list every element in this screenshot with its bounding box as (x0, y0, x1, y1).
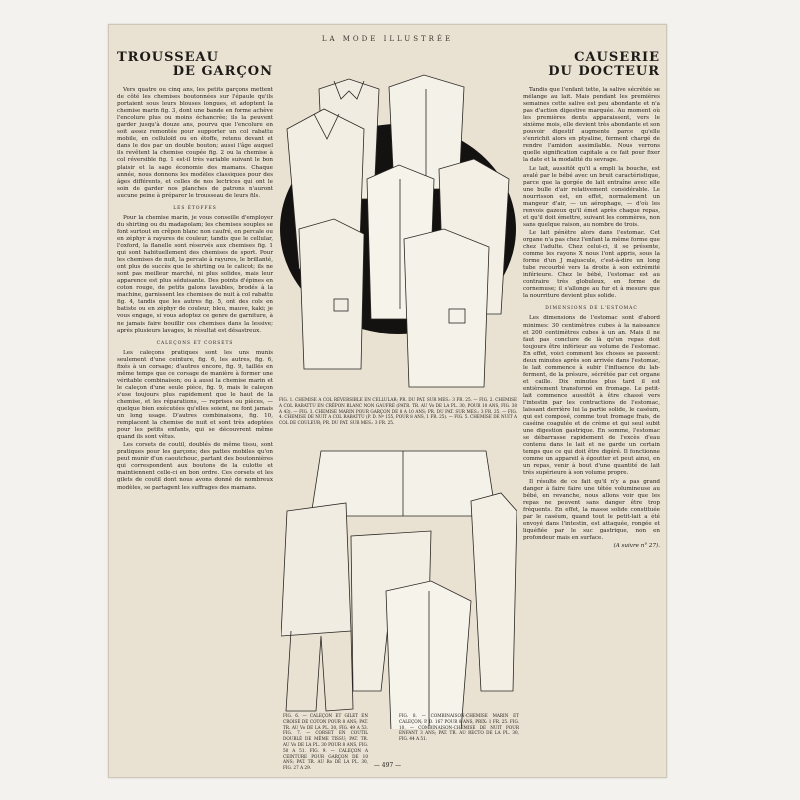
caption-fig-6-9: FIG. 6. — CALEÇON ET GILET EN CROISÉ DE COTON POUR 8 ANS; PAT. TR. AU Vo DE LA PL. 30, FIG. 49 A 53. FIG. 7. — CORSET EN COUTIL DOUBLÉ DE MÊME TISSU; PAT. TR. AU Vo DE LA PL. 30 POUR 8 ANS, FIG. 50 A 51. FIG. 9. — CALEÇON A CEINTURE POUR GARÇON DE 10 ANS; PAT. TR. AU Ro DE LA PL. 30, FIG. 27 A 29. (283, 713, 368, 771)
gilet-fig-6 (281, 503, 353, 711)
title-line-1: TROUSSEAU (117, 50, 219, 65)
shirts-illustration (279, 69, 517, 389)
shirt-fig-1b (299, 219, 364, 369)
title-line-1: CAUSERIE (574, 50, 660, 65)
page-number: — 497 — (373, 762, 402, 769)
paragraph: Pour la chemise marin, je vous conseille d'employer du shirting ou du madapolam; les chemises souples se font surtout en crêpon blanc non caufré, en percale ou en zéphyr à rayures de couleur, tandis que le cellular, l'oxford, la flanelle sont réservés aux chemises fig. 1 qui sont habituellement des chemises de sport. Pour les chemises de nuit, la percale à rayures, le brillanté, ont plus de succès que le shirting ou le calicot; ils ne sont pas meilleur marché, ni plus solides, mais leur apparence est plus séduisante. Des points d'épines en coton rouge, de petits galons lavables, brodés à la machine, garnissent les chemises de nuit à col rabattu fig. 4, tandis que les autres fig. 5, ont des cols en batiste ou en zéphyr de couleur, bleu, mauve, kaki; je vous engage, si vous adoptez ce genre de garniture, à ne jamais faire bouillir ces chemises dans la lessive; après plusieurs lavages, le résultat est désastreux. (117, 214, 273, 334)
caption-fig-8-10: FIG. 8. — COMBINAISON-CHEMISE MARIN ET CALEÇON; P. D. 167 POUR 8 ANS, PRIX: 1 FR. 25. FIG. 10. — COMBINAISON-CHEMISE DE NUIT POUR ENFANT 3 ANS; PAT. TR. AU RECTO DE LA PL. 30, FIG. 44 A 51. (399, 713, 519, 742)
section-heading: DIMENSIONS DE L'ESTOMAC (545, 306, 638, 312)
left-column (117, 51, 273, 493)
title-line-2: DE GARÇON (172, 64, 273, 79)
title-line-2: DU DOCTEUR (548, 64, 660, 79)
paragraph: Tandis que l'enfant tette, la salive sécrétée se mélange au lait. Mais pendant les premières semaines cette salive est peu abondante et n'a pas d'action digestive marquée. Au moment où les premières dents apparaissent, vers le sixième mois, elle devient très abondante et son pouvoir digestif augmente parce qu'elle s'enrichit alors en ptyaline, ferment chargé de rendre l'amidon assimilable. Nous verrons quelle signification capitale a ce fait pour fixer la date et la modalité du sevrage. (523, 87, 660, 164)
section-heading: LES ÉTOFFES (173, 205, 217, 211)
article-title-trousseau (117, 51, 273, 79)
running-head: LA MODE ILLUSTRÉE (321, 35, 454, 43)
paragraph: Les dimensions de l'estomac sont d'abord minimes: 30 centimètres cubes à la naissance et 200 centimètres cubes à un an. Mais il ne faut pas conclure de là qu'un repas doit toujours être inférieur au volume de l'estomac. En effet, voici comment les choses se passent: deux minutes après son arrivée dans l'estomac, le lait commence à subir l'influence du lab-ferment, de la présure, sécrétée par cet organe et caille. Dix minutes plus tard il est entièrement transformé en fromage. Le petit-lait commence aussitôt à être chassé vers l'intestin par les contractions de l'estomac, laissant derrière lui la partie solide, le caséum, qui est composé, comme tout fromage frais, de caséine coagulée et de crème et qui seul subit une digestion gastrique. En somme, l'estomac se débarrasse rapidement de l'excès d'eau contenu dans le lait et ne garde un certain temps que ce qui doit être digéré. Il fonctionne comme un appareil à égoutter et peut ainsi, en un repas, venir à bout d'une quantité de lait très supérieure à son volume propre. (523, 315, 660, 477)
section-heading: CALEÇONS ET CORSETS (156, 340, 234, 346)
shirt-fig-5b (404, 229, 489, 387)
combinaison-fig-8 (471, 493, 517, 691)
paragraph: Les corsets de coutil, doublés de même tissu, sont pratiques pour les garçons; des pattes mobiles qu'on peut munir d'un caoutchouc, partant des boutonnières qui correspondent aux boutons de la culotte et maintiennent celle-ci en bon ordre. Ces corsets et les gilets de coutil dont nous avons donné de nombreux modèles, se partagent les suffrages des mamans. (117, 442, 273, 491)
paragraph: Le lait, aussitôt qu'il a empli la bouche, est avalé par le bébé avec un bruit caractéristique, parce que la gorgée de lait entraîne avec elle une bulle d'air relativement considérable. Le nourrisson est, en effet, normalement un mangeur d'air, — un aérophage, — d'où les renvois gazeux qu'il émet après chaque repas, et qu'il doit émettre, suivant les commères, non sans quelque raison, au nombre de trois. (523, 165, 660, 228)
article-title-causerie (523, 51, 660, 79)
right-column (523, 51, 660, 550)
caption-fig-1-5: FIG. 1. CHEMISE A COL RÉVERSIBLE EN CELLULAR; PR. DU PAT. SUR MES.: 3 FR. 25. — FIG. 2. CHEMISE A COL RABATTU EN CRÊPON BLANC NON GAUFRÉ (PATR. TR. AU Vo DE LA PL. 30, POUR 10 ANS, FIG. 38 A 43). — FIG. 3. CHEMISE MARIN POUR GARÇON DE 8 A 10 ANS; PR. DU PAT. SUR MES.: 3 FR. 25. — FIG. 4. CHEMISE DE NUIT A COL RABATTU (P. D. Nº 155, POUR 8 ANS, 1 FR. 25). — FIG. 5. CHEMISE DE NUIT A COL DE COULEUR; PR. DU PAT. SUR MES.: 3 FR. 25. (279, 397, 517, 426)
continuation-note: (A suivre n° 27). (613, 542, 660, 549)
paragraph: Il résulte de ce fait qu'il n'y a pas grand danger à faire faire une tétée volumineuse au bébé, en revanche, nous allons voir que les repas ne peuvent sans danger être trop fréquents. En effet, la masse solide constituée par le caséum, quand tout le petit-lait a été envoyé dans l'intestin, est attaquée, rongée et liquéfiée par le suc gastrique, non en profondeur mais en surface. (523, 478, 660, 541)
underwear-illustration (281, 441, 517, 729)
paragraph: Le lait pénètre alors dans l'estomac. Cet organe n'a pas chez l'enfant la même forme que chez l'adulte. Chez celui-ci, il se présente, comme les rayons X nous l'ont appris, sous la forme d'un J majuscule, c'est-à-dire un long tube recourbé vers la droite à son extrémité inférieure. Chez le bébé, l'estomac est au contraire très globuleux, en forme de cornemuse; il s'allonge au fur et à mesure que la nourriture devient plus solide. (523, 229, 660, 300)
paragraph: Vers quatre ou cinq ans, les petits garçons mettent de côté les chemises boutonnées sur l'épaule qu'ils portaient sous leurs blouses longues, et adoptent la chemise marin fig. 3, dont une bande en forme achève l'encolure plus ou moins échancrée; ils la peuvent garder jusqu'à douze ans, pourvu que l'encolure en soit assez remontée pour supporter un col rabattu mobile, en celluloïd ou en étoffe, retenu devant et dans le dos par un double bouton; aussi l'âge auquel ils revêtent la chemise coupée fig. 2 ou la chemise à col réversible fig. 1 est-il très variable suivant le bon plaisir et la sage économie des mamans. Chaque année, nous donnons les modèles classiques pour des âges différents, et celles de nos lectrices qui ont le soin de garder nos planches de patrons n'auront aucune peine à préparer le trousseau de leurs fils. (117, 87, 273, 199)
magazine-page (108, 24, 667, 778)
combinaison-fig-10 (386, 581, 471, 729)
paragraph: Les caleçons pratiques sont les uns munis seulement d'une ceinture, fig. 6, les autres, fig. 6, fixés à un corsage; d'autres encore, fig. 9, taillés en même temps que ce corsage de manière à former une véritable combinaison; ou à aussi la chemise marin et le caleçon d'une seule pièce, fig. 9, mais le caleçon s'use toujours plus rapidement que le haut de la chemise, et les réparations, — reprises ou pièces, — quelque bien exécutées qu'elles soient, ne font jamais un long usage. D'autres combinaisons, fig. 10, remplacent la chemise de nuit et sont très adoptées pour les petits enfants, qui se découvrent même quand ils sont vêtus. (117, 349, 273, 441)
article-body-trousseau (117, 87, 273, 492)
article-body-causerie (523, 87, 660, 550)
